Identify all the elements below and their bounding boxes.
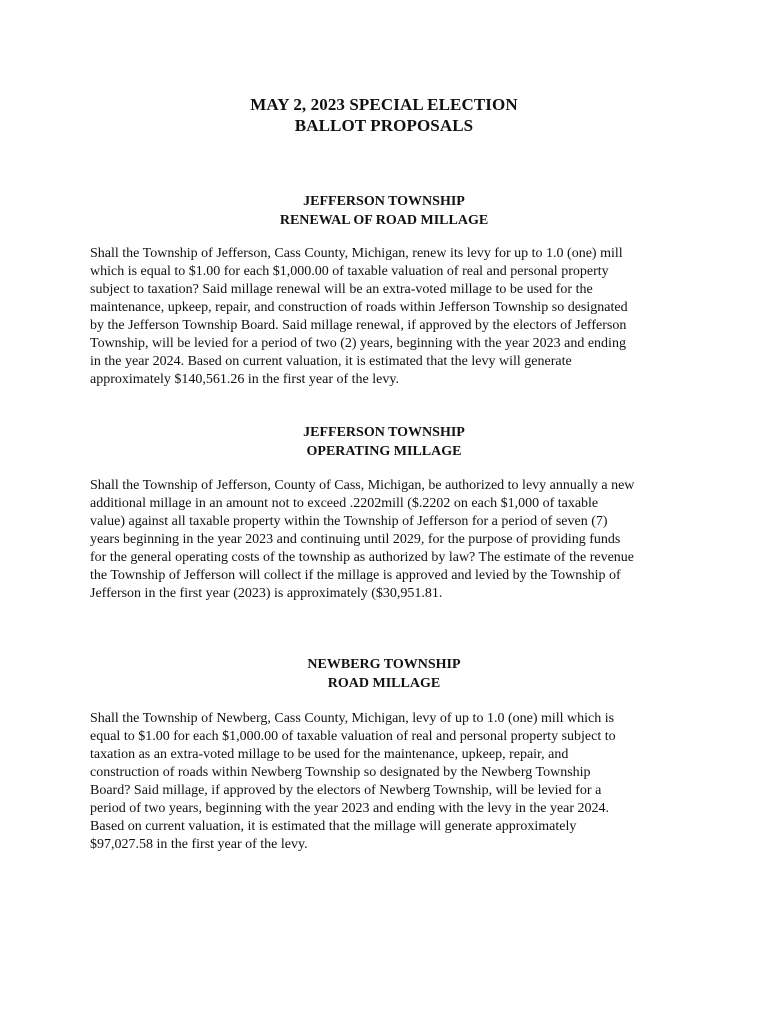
proposal-text-line: $97,027.58 in the first year of the levy. <box>90 837 308 852</box>
section-heading-line-2: ROAD MILLAGE <box>327 676 441 691</box>
proposal-text-line: for the general operating costs of the township as authorized by law? The estimate of the revenue <box>90 550 634 565</box>
section-heading-line-2: RENEWAL OF ROAD MILLAGE <box>279 213 489 228</box>
proposal-text-line: Shall the Township of Newberg, Cass County, Michigan, levy of up to 1.0 (one) mill which is <box>90 711 615 726</box>
proposal-text-line: Board? Said millage, if approved by the electors of Newberg Township, will be levied for a <box>90 783 602 798</box>
proposal-text-line: which is equal to $1.00 for each $1,000.00 of taxable valuation of real and personal property <box>90 264 609 279</box>
proposal-text-line: Shall the Township of Jefferson, Cass County, Michigan, renew its levy for up to 1.0 (one) mill <box>90 246 623 261</box>
proposal-text-line: by the Jefferson Township Board. Said millage renewal, if approved by the electors of Jefferson <box>90 318 627 333</box>
proposal-text-line: Jefferson in the first year (2023) is approximately ($30,951.81. <box>90 586 443 601</box>
proposal-text-line: subject to taxation? Said millage renewal will be an extra-voted millage to be used for the <box>90 282 593 297</box>
proposal-text-line: Based on current valuation, it is estimated that the millage will generate approximately <box>90 819 577 834</box>
proposal-text-line: value) against all taxable property within the Township of Jefferson for a period of seven (7) <box>90 514 608 529</box>
document-title-line-1: MAY 2, 2023 SPECIAL ELECTION <box>250 95 518 114</box>
section-heading-line-1: JEFFERSON TOWNSHIP <box>303 425 465 440</box>
section-heading-jefferson-road-renewal <box>0 192 768 230</box>
proposal-text-newberg-road <box>90 710 690 854</box>
section-heading-newberg-road <box>0 655 768 693</box>
proposal-text-line: equal to $1.00 for each $1,000.00 of taxable valuation of real and personal property subject to <box>90 729 616 744</box>
proposal-text-line: additional millage in an amount not to exceed .2202mill ($.2202 on each $1,000 of taxable <box>90 496 599 511</box>
proposal-text-line: approximately $140,561.26 in the first year of the levy. <box>90 372 399 387</box>
document-title-line-2: BALLOT PROPOSALS <box>294 116 474 135</box>
proposal-text-line: maintenance, upkeep, repair, and construction of roads within Jefferson Township so designated <box>90 300 628 315</box>
proposal-text-line: construction of roads within Newberg Township so designated by the Newberg Township <box>90 765 591 780</box>
section-heading-jefferson-operating <box>0 423 768 461</box>
section-heading-line-1: JEFFERSON TOWNSHIP <box>303 194 465 209</box>
proposal-text-jefferson-road-renewal <box>90 245 690 389</box>
document-title <box>0 94 768 136</box>
proposal-text-line: years beginning in the year 2023 and continuing until 2029, for the purpose of providing funds <box>90 532 621 547</box>
proposal-text-line: Shall the Township of Jefferson, County of Cass, Michigan, be authorized to levy annually a new <box>90 478 635 493</box>
section-heading-line-2: OPERATING MILLAGE <box>306 444 462 459</box>
proposal-text-line: period of two years, beginning with the year 2023 and ending with the levy in the year 2024. <box>90 801 610 816</box>
proposal-text-line: in the year 2024. Based on current valuation, it is estimated that the levy will generate <box>90 354 572 369</box>
proposal-text-line: taxation as an extra-voted millage to be used for the maintenance, upkeep, repair, and <box>90 747 569 762</box>
proposal-text-line: Township, will be levied for a period of two (2) years, beginning with the year 2023 and ending <box>90 336 626 351</box>
proposal-text-jefferson-operating <box>90 477 690 603</box>
proposal-text-line: the Township of Jefferson will collect if the millage is approved and levied by the Township of <box>90 568 621 583</box>
section-heading-line-1: NEWBERG TOWNSHIP <box>307 657 461 672</box>
